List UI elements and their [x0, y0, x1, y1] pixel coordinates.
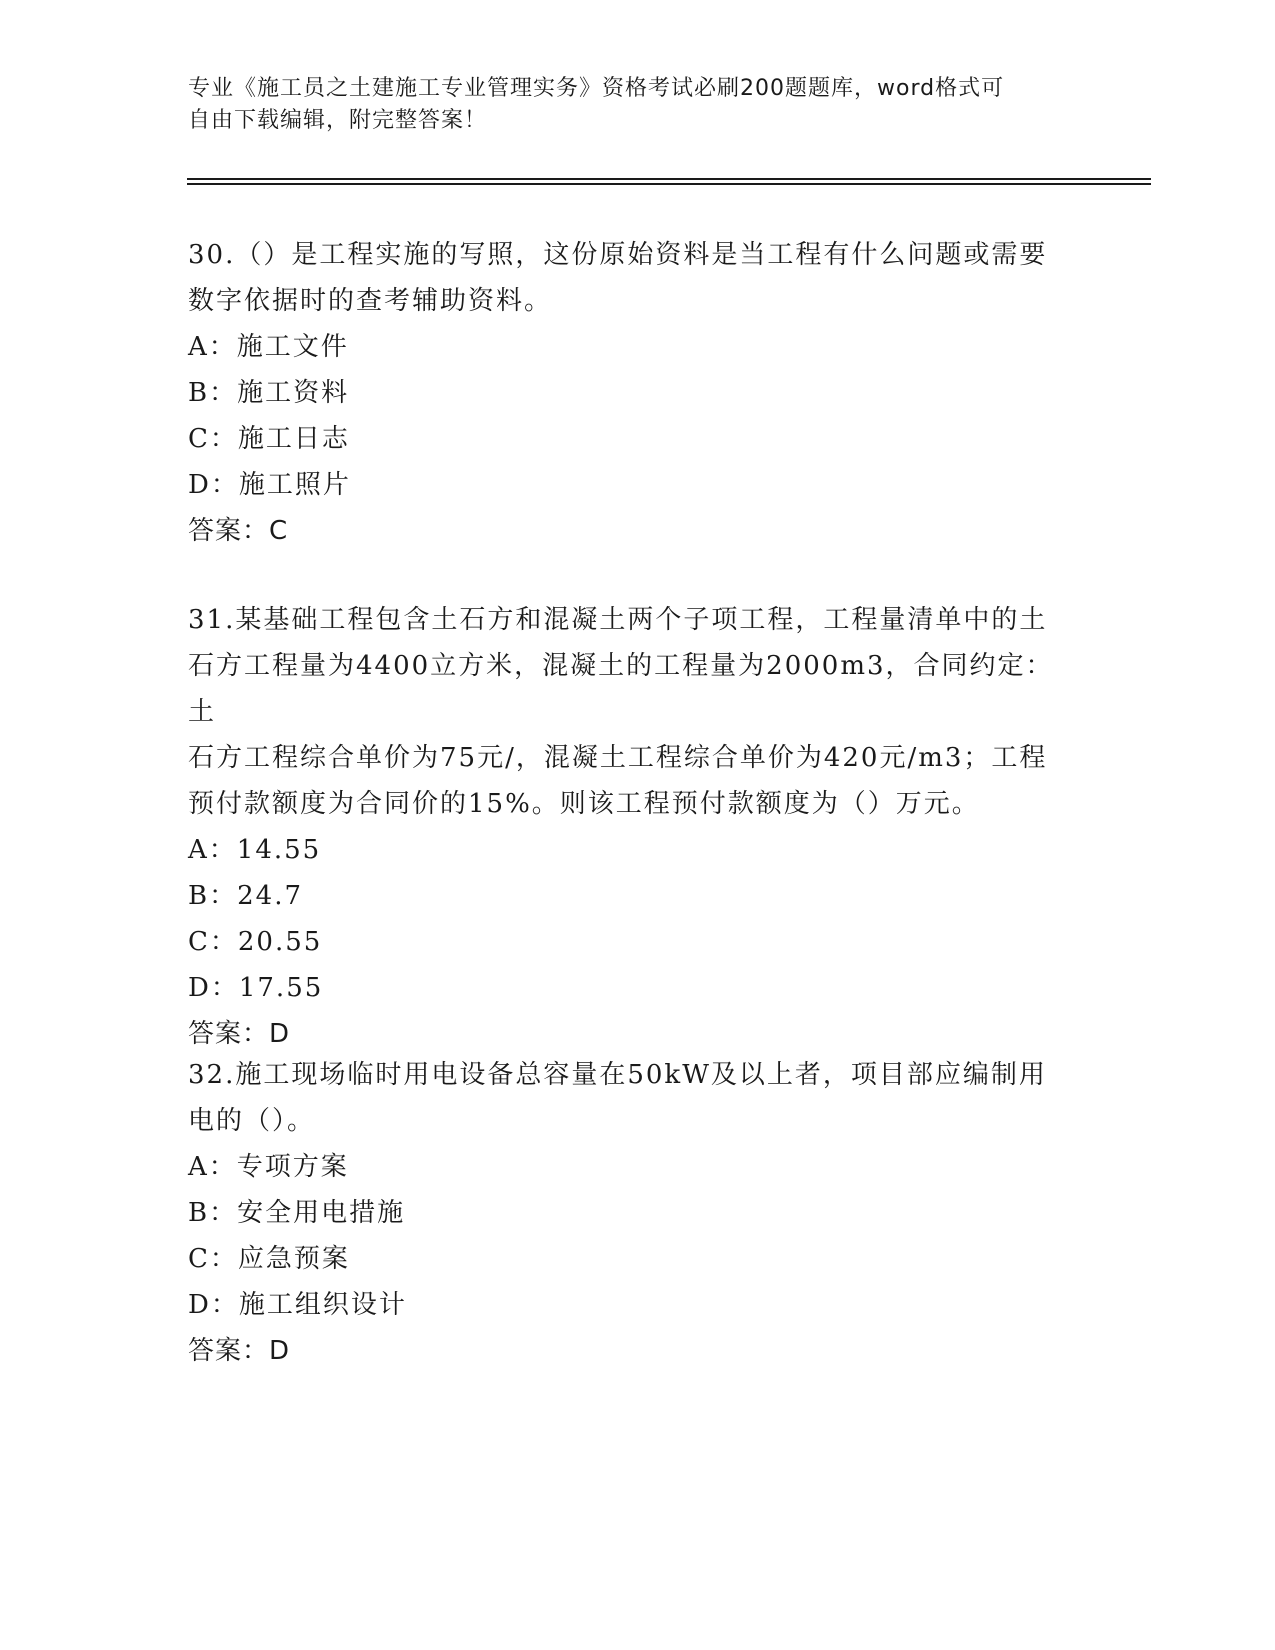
option-b: B：安全用电措施	[188, 1198, 406, 1228]
question-stem-line: 电的（）。	[188, 1106, 316, 1136]
question-stem-line: 石方工程量为4400立方米，混凝土的工程量为2000m3，合同约定：土	[188, 651, 1054, 727]
option-d: D：施工组织设计	[188, 1290, 407, 1320]
option-d: D：17.55	[188, 973, 324, 1003]
question-stem-line: 预付款额度为合同价的15%。则该工程预付款额度为（）万元。	[188, 789, 980, 819]
question-stem-line: 数字依据时的查考辅助资料。	[188, 286, 553, 316]
question-31	[188, 597, 1068, 1057]
header-divider-top	[187, 178, 1151, 180]
option-c: C：施工日志	[188, 424, 350, 454]
question-30	[188, 232, 1068, 554]
option-d: D：施工照片	[188, 470, 351, 500]
question-stem-line: 31.某基础工程包含土石方和混凝土两个子项工程，工程量清单中的土	[188, 605, 1048, 635]
question-stem-line: 30.（）是工程实施的写照，这份原始资料是当工程有什么问题或需要	[188, 240, 1048, 270]
option-a: A：专项方案	[188, 1152, 349, 1182]
option-c: C：20.55	[188, 927, 323, 957]
answer-label: 答案：D	[188, 1019, 291, 1049]
question-32	[188, 1052, 1068, 1374]
option-c: C：应急预案	[188, 1244, 350, 1274]
option-b: B：24.7	[188, 881, 303, 911]
header-line-1: 专业《施工员之土建施工专业管理实务》资格考试必刷200题题库，word格式可	[188, 76, 1005, 101]
option-b: B：施工资料	[188, 378, 350, 408]
answer-label: 答案：D	[188, 1336, 291, 1366]
option-a: A：施工文件	[188, 332, 349, 362]
header-line-2: 自由下载编辑，附完整答案！	[188, 108, 488, 133]
option-a: A：14.55	[188, 835, 322, 865]
answer-label: 答案：C	[188, 516, 289, 546]
header-divider-bottom	[187, 183, 1151, 185]
document-header	[188, 73, 1068, 137]
question-stem-line: 32.施工现场临时用电设备总容量在50kW及以上者，项目部应编制用	[188, 1060, 1047, 1090]
question-stem-line: 石方工程综合单价为75元/，混凝土工程综合单价为420元/m3；工程	[188, 743, 1048, 773]
